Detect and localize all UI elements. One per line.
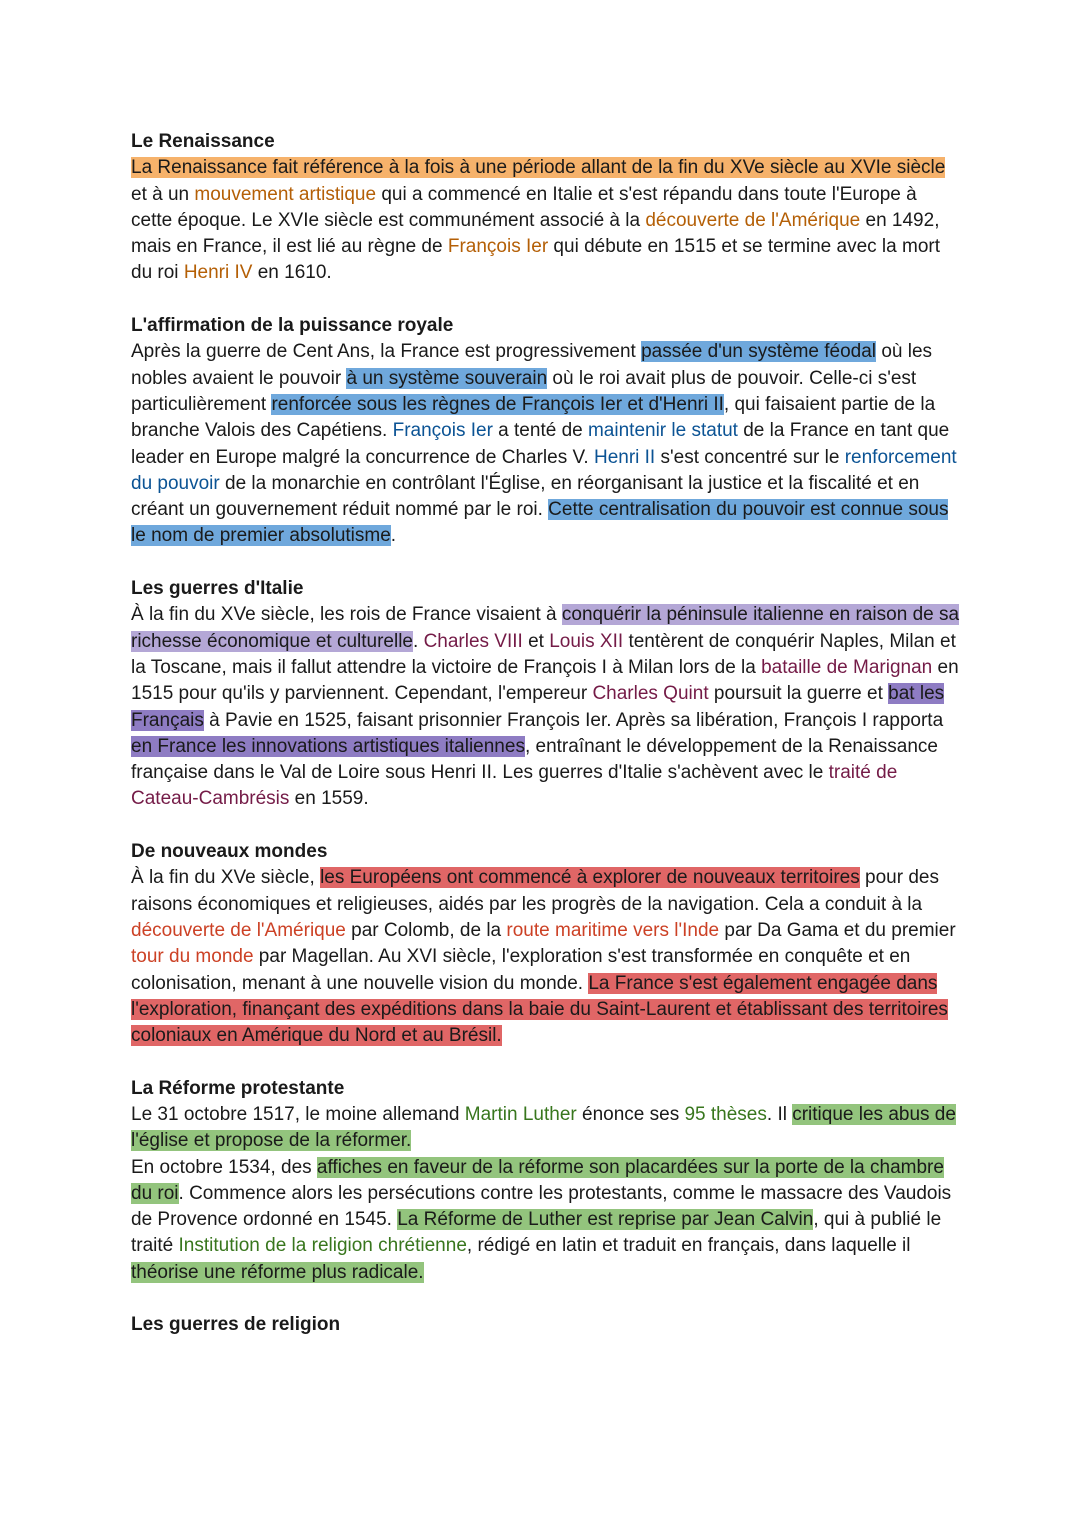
- text-run: par Da Gama et du premier: [719, 919, 956, 941]
- text-run: en 1492, mais en France, il est lié au règne de: [131, 209, 940, 258]
- highlighted-text: théorise une réforme plus radicale.: [131, 1261, 424, 1283]
- highlighted-text: en France les innovations artistiques italiennes: [131, 735, 525, 757]
- colored-keyword: Louis XII: [549, 630, 624, 652]
- text-run: par Magellan. Au XVI siècle, l'exploration s'est transformée en conquête et en colonisation, menant à une nouvelle vision du monde.: [131, 946, 911, 994]
- highlighted-text: Cette centralisation du pouvoir est connue sous le nom de premier absolutisme: [131, 499, 949, 547]
- colored-keyword: Charles VIII: [423, 630, 523, 652]
- colored-keyword: Henri IV: [183, 262, 253, 284]
- highlighted-text: les Européens ont commencé à explorer de nouveaux territoires: [320, 867, 860, 889]
- colored-keyword: découverte de l'Amérique: [645, 209, 861, 231]
- paragraph: [131, 1155, 961, 1286]
- section-heading: Le Renaissance: [131, 131, 275, 152]
- text-run: qui débute en 1515 et se termine avec la mort du roi: [131, 236, 941, 284]
- highlighted-text: passée d'un système féodal: [641, 341, 877, 363]
- colored-keyword: maintenir le statut: [587, 420, 738, 442]
- colored-keyword: Charles Quint: [592, 683, 709, 705]
- colored-keyword: tour du monde: [131, 946, 254, 968]
- text-run: énonce ses: [576, 1103, 685, 1125]
- section-les-guerres-de-religion: [131, 1312, 961, 1338]
- section-le-renaissance: [131, 129, 961, 287]
- colored-keyword: Henri II: [593, 446, 656, 468]
- section-la-reforme-protestante: [131, 1076, 961, 1286]
- highlighted-text: affiches en faveur de la réforme son placardées sur la porte de la chambre du roi: [131, 1156, 944, 1204]
- colored-keyword: bataille de Marignan: [761, 656, 933, 678]
- colored-keyword: mouvement artistique: [194, 183, 377, 205]
- text-run: À la fin du XVe siècle,: [131, 867, 321, 889]
- text-run: .: [390, 525, 397, 547]
- section-l-affirmation-de-la-puissance-royale: [131, 313, 961, 550]
- text-run: en 1559.: [289, 788, 369, 810]
- text-run: qui a commencé en Italie et s'est répandu dans toute l'Europe à cette époque. Le XVIe siècle est communément associé à la: [131, 183, 917, 231]
- section-heading: Les guerres d'Italie: [131, 578, 304, 600]
- paragraph: [131, 339, 961, 549]
- text-run: où les nobles avaient le pouvoir: [131, 341, 933, 389]
- text-run: . Il: [766, 1103, 793, 1125]
- paragraph: [131, 602, 961, 812]
- text-run: tentèrent de conquérir Naples, Milan et la Toscane, mais il fallut attendre la victoire de François I à Milan lors de la: [131, 630, 956, 678]
- colored-keyword: découverte de l'Amérique: [131, 919, 346, 941]
- section-les-guerres-d-italie: [131, 576, 961, 813]
- text-run: et: [522, 630, 550, 652]
- highlighted-text: à un système souverain: [346, 367, 548, 389]
- highlighted-text: conquérir la péninsule italienne en raison de sa richesse économique et culturelle: [131, 604, 960, 652]
- highlighted-text: bat les Français: [131, 683, 945, 731]
- text-run: , qui faisaient partie de la branche Valois des Capétiens.: [131, 393, 936, 442]
- colored-keyword: François Ier: [447, 236, 549, 258]
- text-run: poursuit la guerre et: [708, 683, 889, 705]
- text-run: par Colomb, de la: [345, 919, 507, 941]
- section-heading: L'affirmation de la puissance royale: [131, 315, 454, 337]
- colored-keyword: François Ier: [392, 420, 493, 442]
- text-run: s'est concentré sur le: [655, 446, 845, 468]
- paragraph: [131, 1102, 961, 1155]
- text-run: .: [413, 630, 424, 652]
- colored-keyword: renforcement du pouvoir: [131, 446, 957, 494]
- section-de-nouveaux-mondes: [131, 839, 961, 1049]
- section-heading: Les guerres de religion: [131, 1314, 341, 1336]
- text-run: Le 31 octobre 1517, le moine allemand: [131, 1103, 465, 1125]
- paragraph: [131, 865, 961, 1049]
- text-run: a tenté de: [492, 420, 588, 442]
- text-run: . Commence alors les persécutions contre les protestants, comme le massacre des Vaudois de Provence ordonné en 1545.: [131, 1182, 952, 1231]
- text-run: , rédigé en latin et traduit en français, dans laquelle il: [466, 1235, 911, 1257]
- colored-keyword: traité de Cateau-Cambrésis: [131, 762, 898, 810]
- highlighted-text: La Réforme de Luther est reprise par Jean Calvin: [397, 1209, 814, 1231]
- colored-keyword: Martin Luther: [464, 1103, 577, 1125]
- highlighted-text: La Renaissance fait référence à la fois à une période allant de la fin du XVe siècle au XVIe siècle: [131, 157, 946, 179]
- highlighted-text: renforcée sous les règnes de François Ier et d'Henri II: [271, 393, 724, 415]
- text-run: En octobre 1534, des: [131, 1156, 317, 1178]
- section-heading: De nouveaux mondes: [131, 841, 328, 863]
- colored-keyword: Institution de la religion chrétienne: [178, 1235, 467, 1257]
- text-run: en 1515 pour qu'ils y parviennent. Cependant, l'empereur: [131, 656, 959, 705]
- text-run: Après la guerre de Cent Ans, la France est progressivement: [131, 341, 642, 363]
- text-run: en 1610.: [252, 262, 332, 284]
- text-run: , entraînant le développement de la Renaissance française dans le Val de Loire sous Henri II. Les guerres d'Italie s'achèvent avec le: [131, 735, 938, 784]
- paragraph: [131, 155, 961, 286]
- highlighted-text: critique les abus de l'église et propose de la réformer.: [131, 1103, 956, 1152]
- highlighted-text: La France s'est également engagée dans l'exploration, finançant des expéditions dans la baie du Saint-Laurent et établissant des territoires coloniaux en Amérique du Nord et au Brésil.: [131, 972, 948, 1047]
- text-run: où le roi avait plus de pouvoir. Celle-ci s'est particulièrement: [131, 367, 917, 415]
- document-body: [131, 129, 961, 1365]
- text-run: et à un: [131, 183, 195, 205]
- text-run: , qui à publié le traité: [131, 1209, 942, 1257]
- text-run: À la fin du XVe siècle, les rois de France visaient à: [131, 604, 562, 626]
- text-run: à Pavie en 1525, faisant prisonnier François Ier. Après sa libération, François I rapporta: [203, 709, 944, 731]
- text-run: de la France en tant que leader en Europe malgré la concurrence de Charles V.: [131, 420, 950, 468]
- colored-keyword: route maritime vers l'Inde: [506, 919, 720, 941]
- section-heading: La Réforme protestante: [131, 1077, 345, 1099]
- text-run: pour des raisons économiques et religieuses, aidés par les progrès de la navigation. Cela a conduit à la: [131, 867, 939, 915]
- text-run: de la monarchie en contrôlant l'Église, en réorganisant la justice et la fiscalité et en créant un gouvernement réduit nommé par le roi.: [131, 472, 920, 521]
- colored-keyword: 95 thèses: [684, 1103, 767, 1125]
